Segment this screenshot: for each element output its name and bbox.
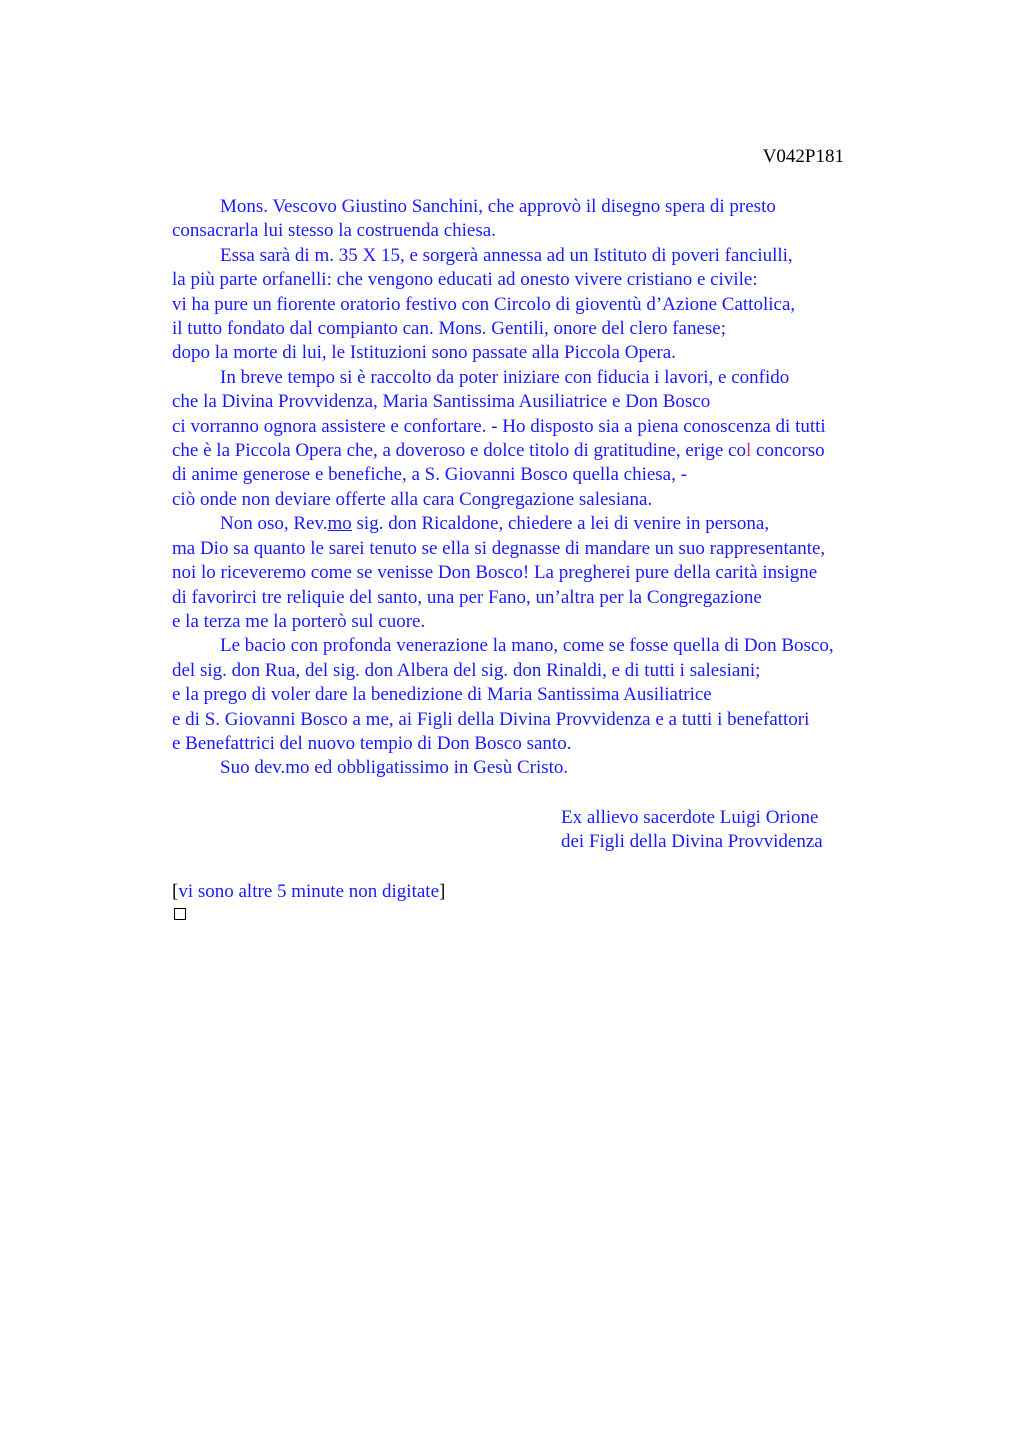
text-line: dopo la morte di lui, le Istituzioni sono passate alla Piccola Opera. <box>172 342 676 364</box>
text-line: Suo dev.mo ed obbligatissimo in Gesù Cristo. <box>220 757 569 779</box>
text-line: noi lo riceveremo come se venisse Don Bosco! La pregherei pure della carità insigne <box>172 562 818 584</box>
note-text: vi sono altre 5 minute non digitate <box>178 881 440 902</box>
text-line-erige <box>172 439 932 463</box>
text-line: ciò onde non deviare offerte alla cara Congregazione salesiana. <box>172 488 653 510</box>
signature-line: Ex allievo sacerdote Luigi Orione <box>561 807 819 828</box>
text-line: ma Dio sa quanto le sarei tenuto se ella si degnasse di mandare un suo rappresentante, <box>172 537 826 559</box>
empty-square-icon <box>174 908 186 920</box>
underlined-text: mo <box>327 513 352 535</box>
editorial-note <box>172 880 445 904</box>
text-segment: Non oso, Rev. <box>220 513 328 535</box>
text-line: Le bacio con profonda venerazione la mano, come se fosse quella di Don Bosco, <box>220 635 834 657</box>
text-line: Essa sarà di m. 35 X 15, e sorgerà annessa ad un Istituto di poveri fanciulli, <box>220 244 793 266</box>
text-line: ci vorranno ognora assistere e confortare. - Ho disposto sia a piena conoscenza di tutti <box>172 415 826 437</box>
text-line-non-oso <box>172 512 932 536</box>
text-line: vi ha pure un fiorente oratorio festivo con Circolo di gioventù d’Azione Cattolica, <box>172 293 796 315</box>
text-line: Mons. Vescovo Giustino Sanchini, che approvò il disegno spera di presto <box>220 196 776 217</box>
text-line: la più parte orfanelli: che vengono educati ad onesto vivere cristiano e civile: <box>172 269 758 291</box>
text-line: di anime generose e benefiche, a S. Giovanni Bosco quella chiesa, - <box>172 464 687 486</box>
text-line: di favorirci tre reliquie del santo, una per Fano, un’altra per la Congregazione <box>172 586 762 608</box>
open-bracket: [ <box>172 881 179 902</box>
text-line: e la terza me la porterò sul cuore. <box>172 610 426 632</box>
text-line: che la Divina Provvidenza, Maria Santissima Ausiliatrice e Don Bosco <box>172 391 711 413</box>
text-line: e la prego di voler dare la benedizione di Maria Santissima Ausiliatrice <box>172 684 712 706</box>
text-segment: che è la Piccola Opera che, a doveroso e dolce titolo di gratitudine, erige co <box>172 440 746 462</box>
text-line: del sig. don Rua, del sig. don Albera del sig. don Rinaldi, e di tutti i salesiani; <box>172 659 761 681</box>
text-line: consacrarla lui stesso la costruenda chiesa. <box>172 220 496 242</box>
text-line: e di S. Giovanni Bosco a me, ai Figli della Divina Provvidenza e a tutti i benefattori <box>172 708 810 730</box>
close-bracket: ] <box>439 881 446 902</box>
signature-line: dei Figli della Divina Provvidenza <box>561 831 823 853</box>
text-segment: sig. don Ricaldone, chiedere a lei di venire in persona, <box>351 513 770 535</box>
text-line: il tutto fondato dal compianto can. Mons. Gentili, onore del clero fanese; <box>172 318 727 340</box>
signature-block <box>561 806 823 855</box>
text-line: e Benefattrici del nuovo tempio di Don Bosco santo. <box>172 732 572 754</box>
letter-body <box>172 195 932 781</box>
page-code: V042P181 <box>762 146 844 167</box>
highlighted-letter: l <box>746 440 752 462</box>
text-line: In breve tempo si è raccolto da poter iniziare con fiducia i lavori, e confido <box>220 366 790 388</box>
text-segment: concorso <box>751 440 825 462</box>
